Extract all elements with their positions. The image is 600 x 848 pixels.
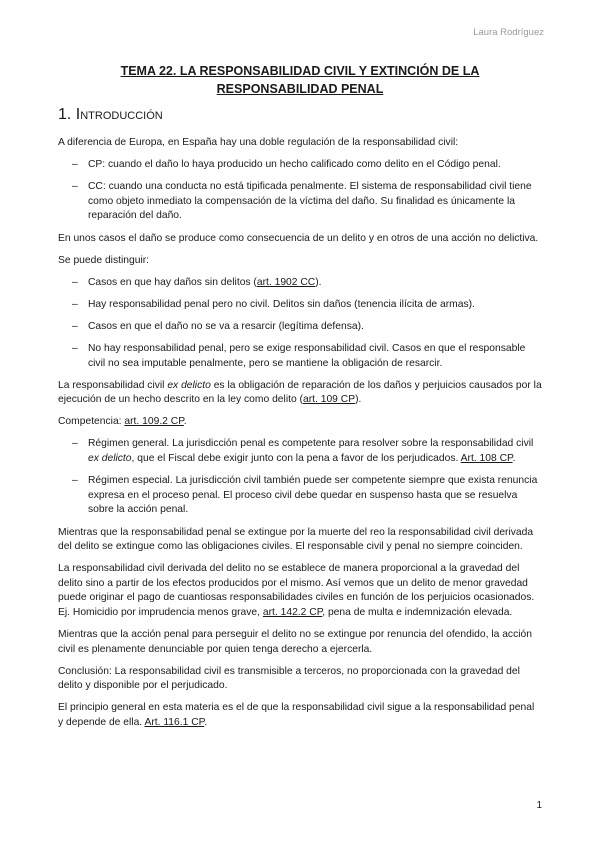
emphasis: ex delicto [167, 379, 211, 391]
paragraph: Conclusión: La responsabilidad civil es transmisible a terceros, no proporcionada con la gravedad del delito y disponible por el perjudicado. [58, 665, 520, 692]
legal-reference-link[interactable]: art. 142.2 CP [262, 606, 323, 618]
legal-reference-link[interactable]: art. 1902 CC [256, 276, 316, 288]
list-item [58, 276, 542, 291]
paragraph: Mientras que la responsabilidad penal se extingue por la muerte del reo la responsabilidad civil derivada del delito se extingue como las obligaciones civiles. El responsable civil y penal no siempre coinciden. [58, 526, 534, 553]
text-run: es la obligación de reparación de los daños y perjuicios causados por la ejecución de un hecho descrito en la ley como delito ( [58, 379, 542, 406]
legal-reference-link[interactable]: Art. 116.1 CP [144, 716, 205, 728]
section-heading [58, 106, 163, 124]
bullet-list [58, 276, 542, 372]
paragraph: En unos casos el daño se produce como consecuencia de un delito y en otros de una acción no delictiva. [58, 232, 539, 244]
list-item-text: CP: cuando el daño lo haya producido un hecho calificado como delito en el Código penal. [88, 158, 501, 170]
section-number: 1. [58, 106, 72, 123]
emphasis: ex delicto [88, 453, 132, 465]
list-item-text: Casos en que el daño no se va a resarcir (legítima defensa). [88, 320, 364, 332]
dash-bullet: – [72, 181, 78, 193]
list-item [58, 180, 542, 224]
text-run: ). [315, 276, 322, 288]
list-item-text: CC: cuando una conducta no está tipificada penalmente. El sistema de responsabilidad civil tiene como objeto inmediato la compensación de la víctima del daño. Su finalidad es únicamente la reparación del daño. [88, 181, 532, 222]
text-run: . [512, 453, 516, 465]
dash-bullet: – [72, 276, 78, 288]
document-body [58, 136, 542, 738]
list-item [58, 158, 542, 173]
text-run: . [183, 416, 187, 428]
dash-bullet: – [72, 298, 78, 310]
list-item [58, 342, 542, 371]
list-item-text: Régimen especial. La jurisdicción civil también puede ser competente siempre que exista renuncia expresa en el proceso penal. El proceso civil debe quedar en suspenso hasta que se resuelva sobre la acción penal. [88, 475, 538, 516]
list-item [58, 474, 542, 518]
text-run: ). [355, 394, 362, 406]
dash-bullet: – [72, 343, 78, 355]
text-run: . [204, 716, 208, 728]
title-line-1: TEMA 22. LA RESPONSABILIDAD CIVIL Y EXTINCIÓN DE LA [120, 64, 480, 78]
paragraph: A diferencia de Europa, en España hay una doble regulación de la responsabilidad civil: [58, 137, 459, 148]
paragraph [58, 379, 542, 408]
paragraph [58, 562, 542, 620]
document-title [60, 62, 540, 98]
text-run: Régimen general. La jurisdicción penal es competente para resolver sobre la responsabilidad civil [88, 438, 534, 450]
paragraph [58, 415, 542, 430]
author-header: Laura Rodríguez [473, 27, 544, 38]
list-item [58, 320, 542, 335]
bullet-list [58, 158, 542, 224]
list-item [58, 437, 542, 466]
dash-bullet: – [72, 438, 78, 450]
text-run: La responsabilidad civil [58, 379, 168, 391]
text-run: , pena de multa e indemnización elevada. [322, 606, 513, 618]
paragraph: Mientras que la acción penal para perseguir el delito no se extingue por renuncia del ofendido, la acción civil es plenamente denunciable por quien tenga derecho a ejercerla. [58, 628, 532, 655]
paragraph [58, 701, 542, 730]
list-item [58, 298, 542, 313]
page-number: 1 [536, 800, 542, 811]
title-line-2: RESPONSABILIDAD PENAL [216, 82, 384, 96]
legal-reference-link[interactable]: art. 109.2 CP [124, 416, 184, 428]
text-run: Competencia: [58, 416, 125, 428]
text-run: El principio general en esta materia es el de que la responsabilidad civil sigue a la responsabilidad penal y depende de ella. [58, 702, 535, 728]
dash-bullet: – [72, 320, 78, 332]
legal-reference-link[interactable]: art. 109 CP [302, 394, 356, 406]
legal-reference-link[interactable]: Art. 108 CP [460, 453, 513, 465]
text-run: Casos en que hay daños sin delitos ( [88, 276, 257, 288]
list-item-text: No hay responsabilidad penal, pero se exige responsabilidad civil. Casos en que el responsable civil no sea imputable penalmente, pero se mantiene la obligación de resarcir. [88, 343, 526, 369]
text-run: , que el Fiscal debe exigir junto con la pena a favor de los perjudicados. [131, 453, 461, 465]
list-item-text: Hay responsabilidad penal pero no civil. Delitos sin daños (tenencia ilícita de armas). [88, 298, 475, 310]
paragraph: Se puede distinguir: [58, 254, 150, 266]
dash-bullet: – [72, 158, 78, 170]
section-title: Introducción [75, 106, 163, 123]
bullet-list [58, 437, 542, 518]
dash-bullet: – [72, 475, 78, 487]
text-run: La responsabilidad civil derivada del delito no se establece de manera proporcional a la gravedad del delito sino a partir de los efectos producidos por el mismo. Así vemos que un delito de menor gravedad puede originar el pago de cuantiosas responsabilidades civiles en función de los perjuicios ocasionados. Ej. Homicidio por imprudencia menos grave, [58, 563, 535, 618]
